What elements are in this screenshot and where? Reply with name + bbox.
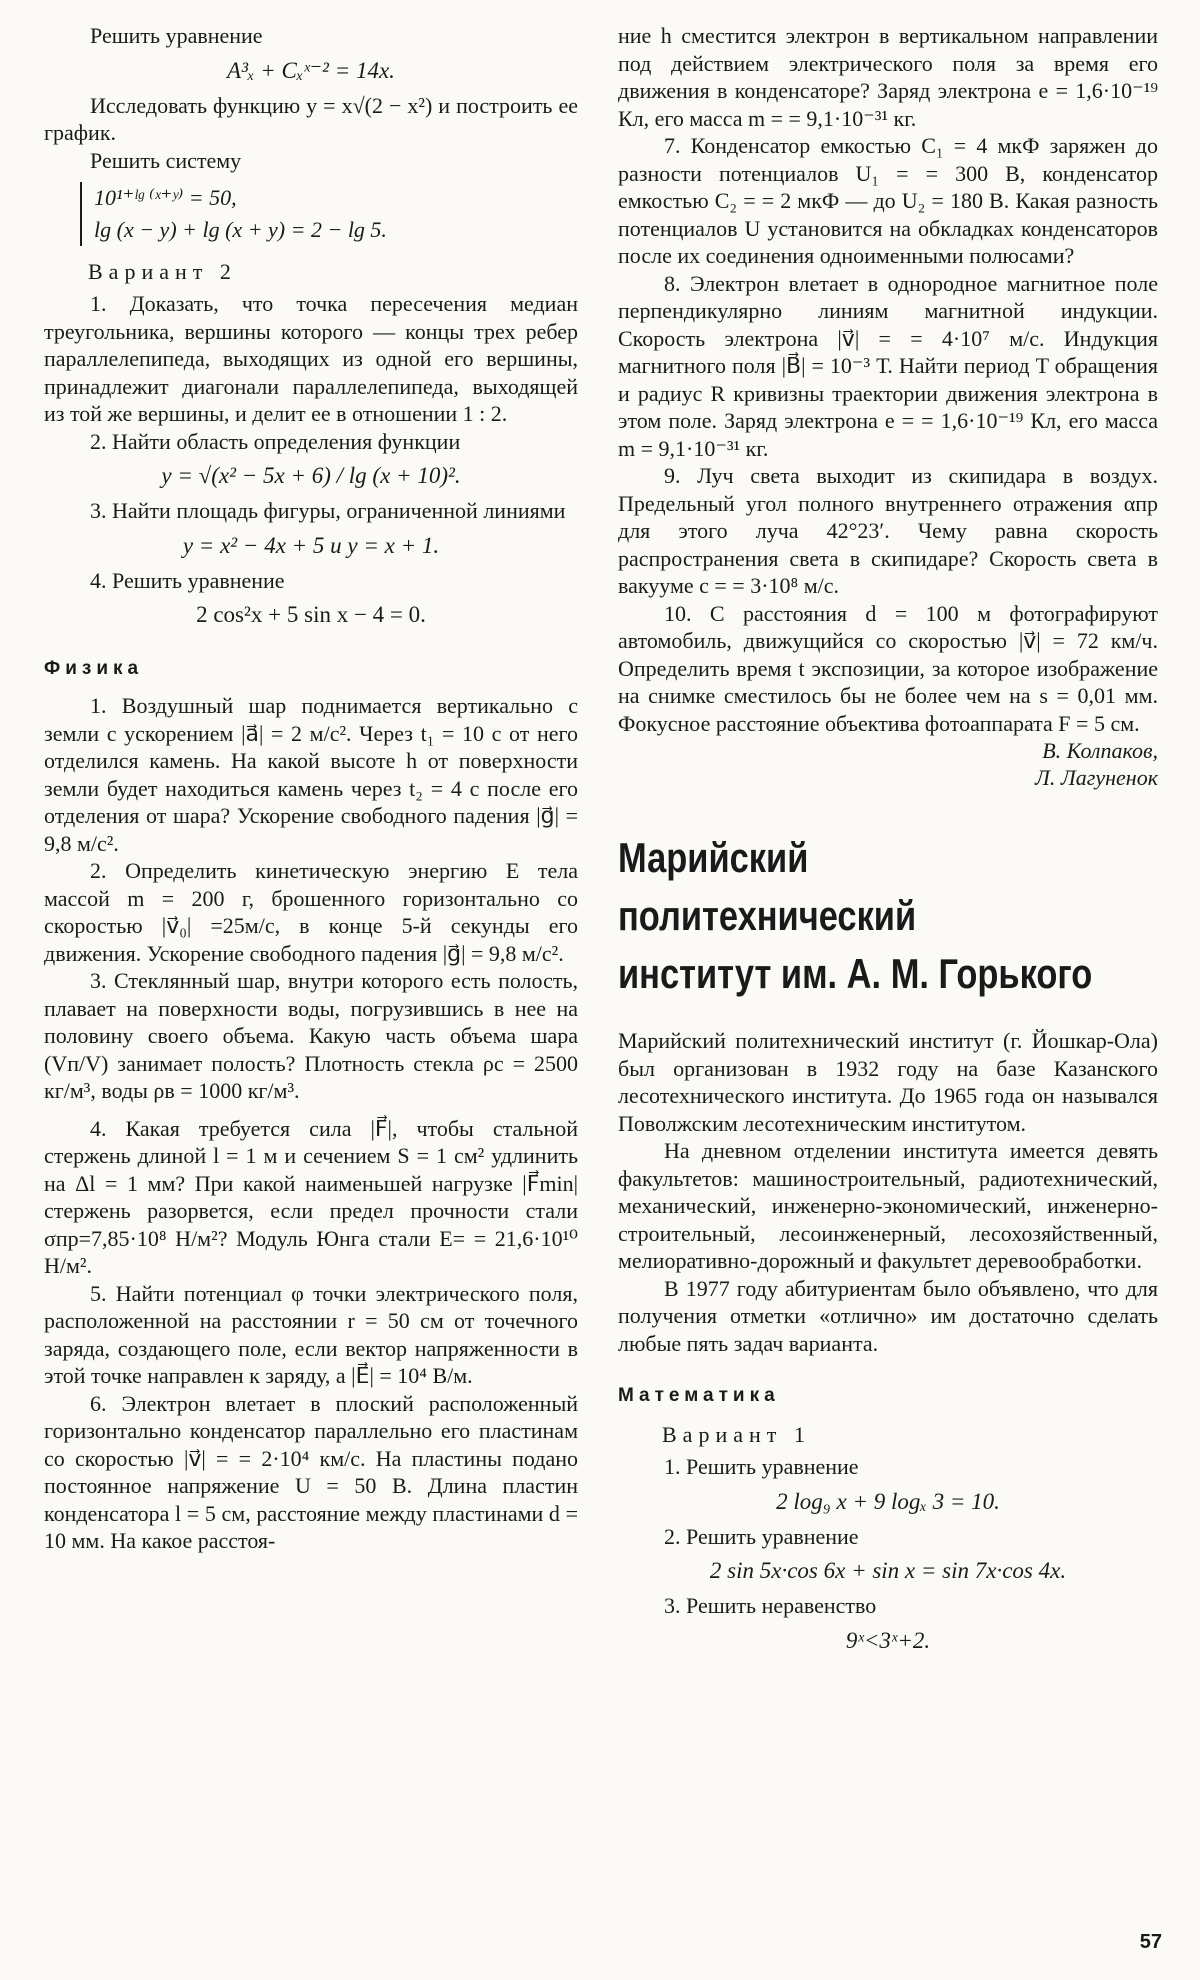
problem-text: 3. Найти площадь фигуры, ограниченной линиями xyxy=(90,498,566,523)
problem-text: 1. Решить уравнение xyxy=(664,1454,859,1479)
title-line: Марийский xyxy=(618,834,809,881)
section-heading-math: Математика xyxy=(618,1385,780,1406)
formula: 2 sin 5x·cos 6x + sin x = sin 7x·cos 4x. xyxy=(709,1558,1067,1583)
formula: A³ₓ + Cₓˣ⁻² = 14x. xyxy=(227,57,395,83)
problem-text: 1. Доказать, что точка пересечения медиан треугольника, вершины которого — концы трех ребер параллелепипеда, выходящих из одной его вершины, принадлежит диагонали параллелепипеда, выходящей из той же вершины, и делит ее в отношении 1 : 2. xyxy=(44,291,578,426)
problem-text: 2. Решить уравнение xyxy=(664,1523,859,1549)
formula: y = x² − 4x + 5 и y = x + 1. xyxy=(182,532,440,558)
formula: y = √(x² − 5x + 6) / lg (x + 10)². xyxy=(161,463,461,488)
article-title xyxy=(618,829,1158,1003)
physics-problem: 4. Какая требуется сила |F⃗|, чтобы стальной стержень длиной l = 1 м и сечением S = 1 см² удлинить на Δl = 1 мм? При какой наименьшей нагрузке |F⃗min| стержень разорвется, если предел прочности стали σпр=7,85·10⁸ Н/м²? Модуль Юнга стали E= = 21,6·10¹⁰ Н/м². xyxy=(44,1115,578,1278)
problem-text: Решить систему xyxy=(90,147,242,173)
physics-problem: 6. Электрон влетает в плоский расположенный горизонтально конденсатор параллельно его пластинам со скоростью |v⃗| = = 2·10⁴ км/с. На пластины подано постоянное напряжение U = 50 В. Длина пластин конденсатора l = 5 см, расстояние между пластинами d = 10 мм. На какое расстоя- xyxy=(44,1390,578,1553)
title-line: институт им. А. М. Горького xyxy=(618,950,1093,997)
right-column xyxy=(618,22,1158,1662)
intro-paragraph: На дневном отделении института имеется девять факультетов: машиностроительный, радиотехнический, механический, инженерно-экономический, инженерно-строительный, лесоинженерный, лесохозяйственный, мелиоративно-дорожный и факультет деревообработки. xyxy=(618,1138,1158,1273)
variant-heading: Вариант 2 xyxy=(88,259,237,284)
problem-text: 3. Решить неравенство xyxy=(664,1593,877,1618)
formula: 2 cos²x + 5 sin x − 4 = 0. xyxy=(196,602,426,627)
equation-system xyxy=(80,182,578,246)
physics-problem: 3. Стеклянный шар, внутри которого есть полость, плавает на поверхности воды, погрузившись в нее на половину своего объема. Какую часть объема шара (Vп/V) занимает полость? Плотность стекла ρс = 2500 кг/м³, воды ρв = 1000 кг/м³. xyxy=(44,968,578,1103)
left-column xyxy=(44,22,578,1555)
physics-problem: 10. С расстояния d = 100 м фотографируют автомобиль, движущийся со скоростью |v⃗| = 72 км/ч. Определить время t экспозиции, за которое изображение на снимке сместилось бы не более чем на s = 0,01 мм. Фокусное расстояние объектива фотоаппарата F = 5 см. xyxy=(618,600,1158,736)
physics-problem: 1. Воздушный шар поднимается вертикально с земли с ускорением |a⃗| = 2 м/с². Через t₁ = 10 с от него отделился камень. На какой высоте h от поверхности земли будет находиться камень через t₂ = 4 с после его отделения от шара? Ускорение свободного падения |g⃗| = 9,8 м/с². xyxy=(44,693,578,856)
problem-text: 4. Решить уравнение xyxy=(90,567,285,593)
author-name: Л. Лагуненок xyxy=(1034,765,1158,790)
author-signature xyxy=(618,737,1158,791)
variant-heading: Вариант 1 xyxy=(662,1422,811,1447)
problem-text: Решить уравнение xyxy=(90,23,263,48)
problem-text: 2. Найти область определения функции xyxy=(90,428,461,454)
physics-problem: 2. Определить кинетическую энергию E тела массой m = 200 г, брошенного горизонтально со скоростью |v⃗₀| =25м/с, в конце 5-й секунды его движения. Ускорение свободного падения |g⃗| = 9,8 м/с². xyxy=(44,858,578,966)
author-name: В. Колпаков, xyxy=(1042,738,1158,763)
formula: 2 log₉ x + 9 logₓ 3 = 10. xyxy=(776,1488,1000,1514)
physics-problem: 5. Найти потенциал φ точки электрического поля, расположенной на расстоянии r = 50 см от точечного заряда, создающего поле, если вектор напряженности в этой точке направлен к заряду, а |E⃗| = 10⁴ В/м. xyxy=(44,1280,578,1388)
formula: 9ˣ<3ˣ+2. xyxy=(845,1627,931,1653)
physics-problem: 9. Луч света выходит из скипидара в воздух. Предельный угол полного внутреннего отражения αпр для этого луча 42°23′. Чему равна скорость распространения света в скипидаре? Скорость света в вакууме c = = 3·10⁸ м/с. xyxy=(618,463,1158,598)
page-number: 57 xyxy=(1139,1931,1162,1953)
intro-paragraph: В 1977 году абитуриентам было объявлено, что для получения отметки «отлично» им достаточно сделать любые пять задач варианта. xyxy=(618,1275,1158,1356)
physics-problem: 8. Электрон влетает в однородное магнитное поле перпендикулярно линиям магнитной индукции. Скорость электрона |v⃗| = = 4·10⁷ м/с. Индукция магнитного поля |B⃗| = 10⁻³ Т. Найти период T обращения и радиус R кривизны траектории движения электрона в этом поле. Заряд электрона e = = 1,6·10⁻¹⁹ Кл, его масса m = 9,1·10⁻³¹ кг. xyxy=(618,270,1158,461)
physics-problem-continued: ние h сместится электрон в вертикальном направлении под действием электрического поля за время его движения в конденсаторе? Заряд электрона e = 1,6·10⁻¹⁹ Кл, его масса m = = 9,1·10⁻³¹ кг. xyxy=(618,23,1158,131)
title-line: политехнический xyxy=(618,892,917,939)
system-equation: lg (x − y) + lg (x + y) = 2 − lg 5. xyxy=(94,217,387,242)
physics-problem: 7. Конденсатор емкостью C₁ = 4 мкФ заряжен до разности потенциалов U₁ = = 300 В, конденсатор емкостью C₂ = = 2 мкФ — до U₂ = 180 В. Какая разность потенциалов U установится на обкладках конденсаторов после их соединения одноименными полюсами? xyxy=(618,133,1158,268)
problem-text: Исследовать функцию y = x√(2 − x²) и построить ее график. xyxy=(44,92,578,145)
intro-paragraph: Марийский политехнический институт (г. Йошкар-Ола) был организован в 1932 году на базе Казанского лесотехнического института. До 1965 года он назывался Поволжским лесотехническим институтом. xyxy=(618,1028,1158,1136)
system-equation: 10¹⁺ˡᵍ ⁽ˣ⁺ʸ⁾ = 50, xyxy=(94,185,237,210)
section-heading-physics: Физика xyxy=(44,658,144,679)
